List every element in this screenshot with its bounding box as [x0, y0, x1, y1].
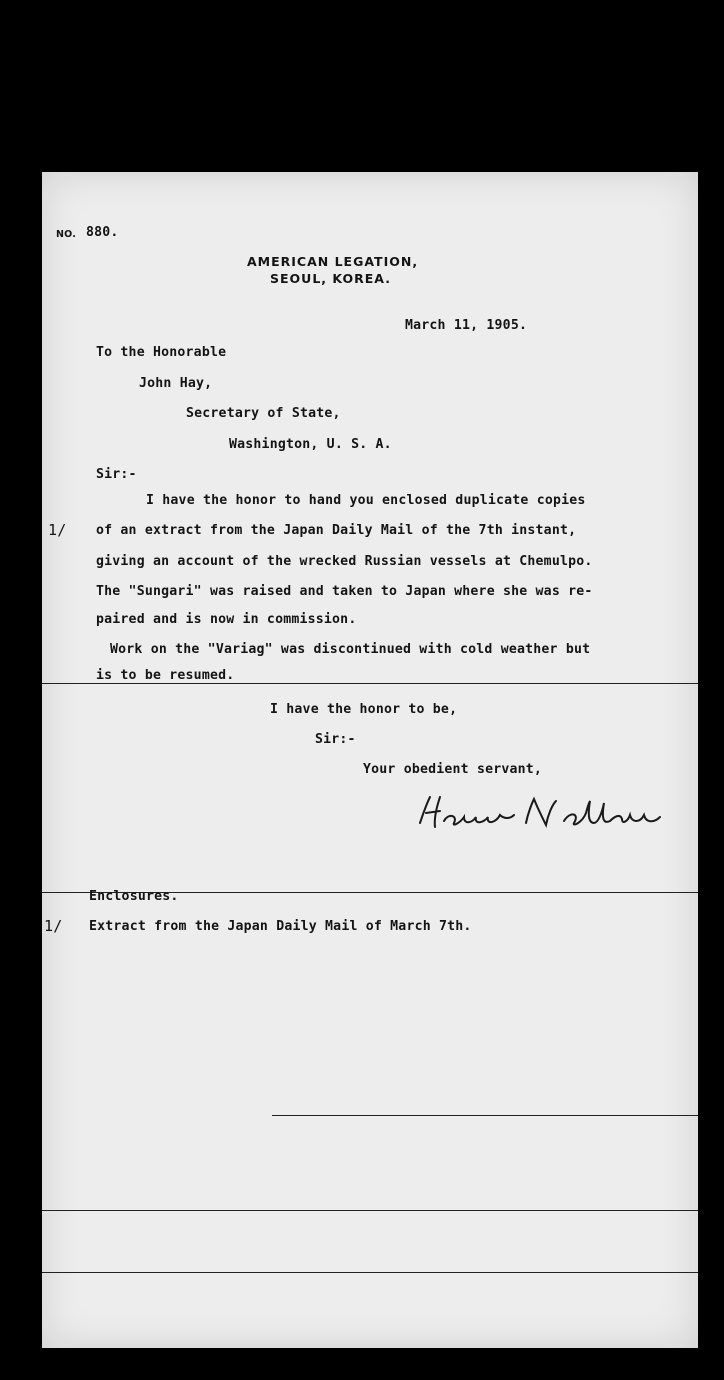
- enclosure-item: Extract from the Japan Daily Mail of March 7th.: [89, 919, 472, 934]
- number-label: NO.: [56, 229, 77, 240]
- closing-line-2: Sir:-: [315, 732, 356, 747]
- dispatch-number: 880.: [86, 225, 119, 240]
- body-line-5: paired and is now in commission.: [96, 612, 357, 627]
- legation-line-2: SEOUL, KOREA.: [270, 271, 391, 286]
- addressee-line-2: John Hay,: [139, 376, 213, 391]
- body-line-2: of an extract from the Japan Daily Mail of the 7th instant,: [96, 523, 577, 538]
- addressee-line-4: Washington, U. S. A.: [229, 437, 392, 452]
- body-line-1: I have the honor to hand you enclosed duplicate copies: [146, 493, 586, 508]
- ruled-line: [272, 1115, 698, 1116]
- ruled-line: [42, 1272, 698, 1273]
- body-line-3: giving an account of the wrecked Russian vessels at Chemulpo.: [96, 554, 593, 569]
- margin-note: 1/: [48, 521, 67, 539]
- body-line-4: The "Sungari" was raised and taken to Japan where she was re-: [96, 584, 593, 599]
- date: March 11, 1905.: [405, 318, 528, 333]
- body-line-6: Work on the "Variag" was discontinued with cold weather but: [110, 642, 591, 657]
- ruled-line: [42, 1210, 698, 1211]
- greeting: Sir:-: [96, 467, 137, 482]
- closing-line-3: Your obedient servant,: [363, 762, 543, 777]
- enclosure-note: 1/: [44, 917, 63, 935]
- legation-line-1: AMERICAN LEGATION,: [247, 254, 419, 269]
- ruled-line: [42, 683, 698, 684]
- closing-line-1: I have the honor to be,: [270, 702, 458, 717]
- handwritten-signature: [414, 793, 672, 837]
- enclosures-label: Enclosures.: [89, 889, 179, 904]
- addressee-line-1: To the Honorable: [96, 345, 227, 360]
- addressee-line-3: Secretary of State,: [186, 406, 341, 421]
- body-line-7: is to be resumed.: [96, 668, 235, 683]
